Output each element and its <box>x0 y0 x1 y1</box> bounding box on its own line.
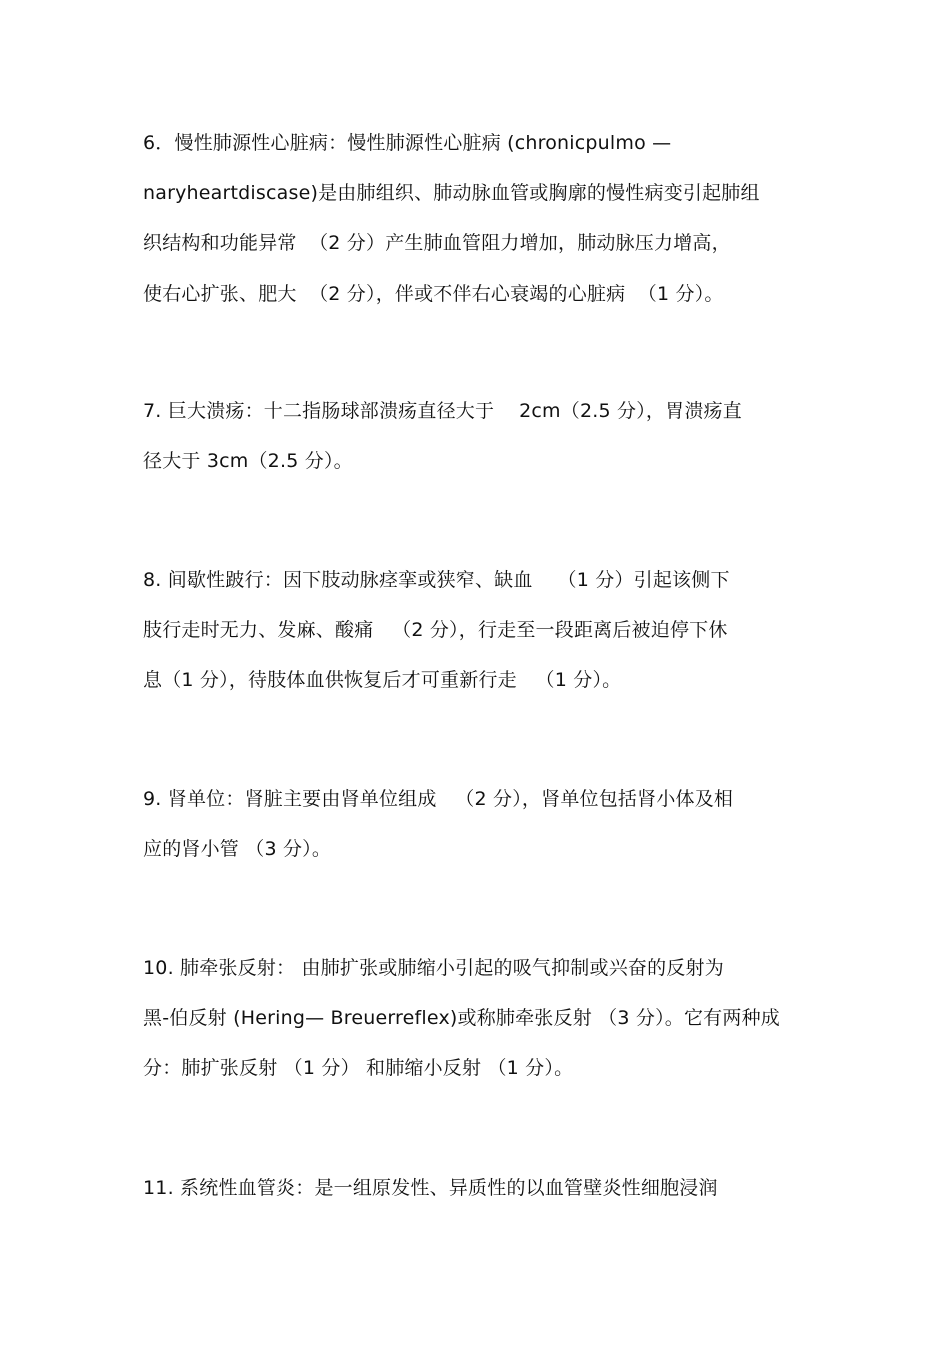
section-6-line-3: 织结构和功能异常 （2 分）产生肺血管阻力增加，肺动脉压力增高， <box>143 232 731 254</box>
section-10-line-3: 分：肺扩张反射 （1 分） 和肺缩小反射 （1 分）。 <box>143 1057 574 1079</box>
section-10-line-1: 10. 肺牵张反射： 由肺扩张或肺缩小引起的吸气抑制或兴奋的反射为 <box>143 957 724 979</box>
section-11-line-1: 11. 系统性血管炎：是一组原发性、异质性的以血管壁炎性细胞浸润 <box>143 1177 718 1199</box>
section-9-line-1: 9. 肾单位：肾脏主要由肾单位组成 （2 分），肾单位包括肾小体及相 <box>143 788 734 810</box>
section-6-line-1: 6．慢性肺源性心脏病：慢性肺源性心脏病 (chronicpulmo — <box>143 132 672 154</box>
section-10-line-2: 黑-伯反射 (Hering— Breuerreflex)或称肺牵张反射 （3 分）。它有两种成 <box>143 1007 780 1029</box>
section-9-line-2: 应的肾小管 （3 分）。 <box>143 838 332 860</box>
section-7-line-1: 7. 巨大溃疡：十二指肠球部溃疡直径大于 2cm（2.5 分），胃溃疡直 <box>143 400 742 422</box>
section-8-line-1: 8. 间歇性跛行：因下肢动脉痉挛或狭窄、缺血 （1 分）引起该侧下 <box>143 569 730 591</box>
section-6-line-2: naryheartdiscase)是由肺组织、肺动脉血管或胸廓的慢性病变引起肺组 <box>143 182 760 204</box>
section-6-line-4: 使右心扩张、肥大 （2 分），伴或不伴右心衰竭的心脏病 （1 分）。 <box>143 283 724 305</box>
section-8-line-3: 息（1 分），待肢体血供恢复后才可重新行走 （1 分）。 <box>143 669 622 691</box>
section-8-line-2: 肢行走时无力、发麻、酸痛 （2 分），行走至一段距离后被迫停下休 <box>143 619 728 641</box>
section-7-line-2: 径大于 3cm（2.5 分）。 <box>143 450 353 472</box>
